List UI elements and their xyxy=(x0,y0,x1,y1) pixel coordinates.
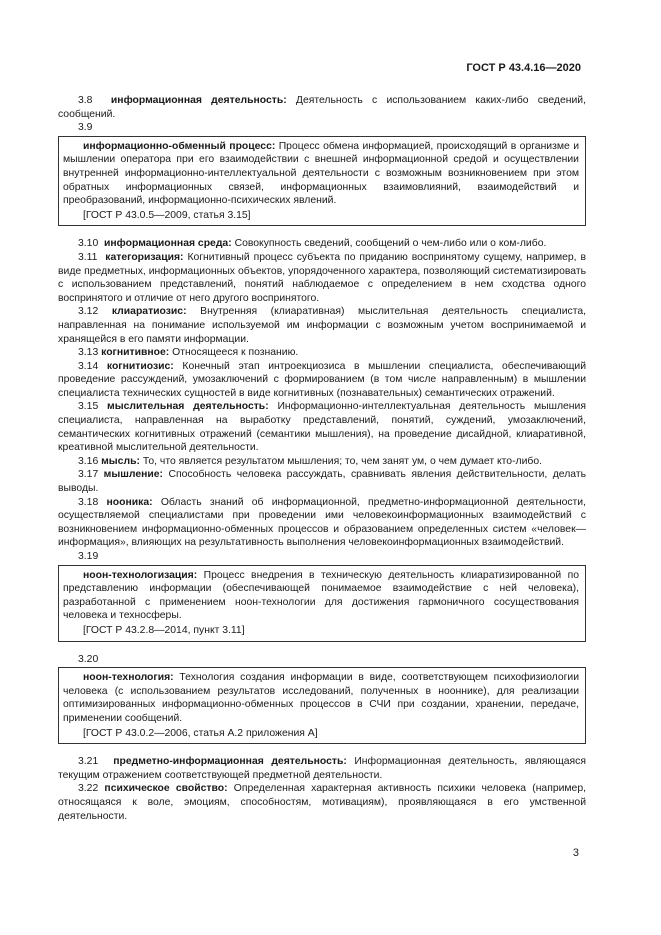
entry-definition: Внутренняя (клиаративная) мыслительная деятельность специалиста, направленная на понимание используемой им информации с возможным учетом воспринимаемой и хранящейся в его памяти информации. xyxy=(58,306,587,345)
entry-3-20 xyxy=(63,671,579,725)
entry-3-8 xyxy=(58,94,586,121)
entry-number: 3.15 xyxy=(78,401,99,413)
entry-3-20-box xyxy=(58,667,586,744)
entry-term: ноон-технология: xyxy=(83,672,174,684)
entry-term: информационная деятельность: xyxy=(110,95,287,106)
entry-definition: Область знаний об информационной, предметно-информационной деятельности, осуществляемой специалистами при проведении ими человекоинформационных взаимодействий с возникновением информационно-обменных процессов и образованием определенных систем «человек—информация», влияющих на результативность выполнения человекоинформационных взаимодействий. xyxy=(58,496,586,549)
entry-term: когнитивное: xyxy=(101,347,170,359)
entry-3-11 xyxy=(58,251,586,305)
entry-term: когнитиозис: xyxy=(106,360,174,372)
entry-term: психическое свойство: xyxy=(104,783,228,795)
entry-3-19-number: 3.19 xyxy=(78,551,99,562)
entry-3-19-reference: [ГОСТ Р 43.2.8—2014, пункт 3.11] xyxy=(83,624,245,636)
entry-term: мышление: xyxy=(103,469,164,481)
entry-term: категоризация: xyxy=(105,251,184,263)
entry-definition: Информационная деятельность, являющаяся текущим отражением соответствующей предметной деятельности. xyxy=(58,756,586,781)
entry-definition: Технология создания информации в виде, соответствующем психофизиологии человека (с использованием результатов исследований, полученных в нооннике), для реализации оптимизированных информационно-обменных процессов в СЧИ при создании, хранении, передаче, применении сообщений. xyxy=(63,672,579,724)
entry-number: 3.14 xyxy=(78,360,99,372)
entry-number: 3.17 xyxy=(78,469,99,481)
entry-term: ноон-технологизация: xyxy=(83,569,198,581)
entry-definition: Способность человека рассуждать, сравнивать явления действительности, делать выводы. xyxy=(58,469,586,495)
entry-3-20-reference: [ГОСТ Р 43.0.2—2006, статья А.2 приложения А] xyxy=(83,727,318,739)
entry-3-13 xyxy=(58,346,586,360)
entry-3-9 xyxy=(63,140,579,208)
entry-definition: Процесс обмена информацией, происходящий в организме и мышлении оператора при его взаимодействии с внешней информационной средой и осуществлении внутренней информационно-интеллектуальной деятельности с возможным возникновением при этом обратных информационных связей, информационных взаимовлияний, взаимодействий и преобразований, информационно-психических явлений. xyxy=(63,140,579,207)
page-number: 3 xyxy=(572,847,579,859)
entry-definition: Когнитивный процесс субъекта по приданию воспринятому сущему, например, в виде предметных, информационных объектов, упорядоченного характера, позволяющий систематизировать с использованием представлений, понятий наблюдаемое с определением в нем сходства одного воспринятого и отличие от него другого воспринятого. xyxy=(58,251,586,304)
entry-term: информационная среда: xyxy=(104,238,232,250)
entry-3-19-box xyxy=(58,565,586,642)
entry-term: нооника: xyxy=(106,496,153,508)
entry-number: 3.10 xyxy=(78,238,99,250)
entry-definition: Конечный этап интроекциозиса в мышлении специалиста, обеспечивающий проведение рассуждений, умозаключений с формированием (в том числе направленным) в мышлении специалиста технических сущностей в виде когнитивных (познавательных) семантических отражений. xyxy=(58,360,587,399)
entry-3-16 xyxy=(58,455,586,469)
entry-3-19 xyxy=(63,569,579,623)
entry-3-9-box xyxy=(58,136,586,227)
entry-number: 3.12 xyxy=(78,306,99,318)
entry-3-9-reference: [ГОСТ Р 43.0.5—2009, статья 3.15] xyxy=(83,209,251,221)
entry-3-12 xyxy=(58,305,586,346)
entry-number: 3.13 xyxy=(78,347,99,359)
entry-3-10 xyxy=(58,237,586,251)
entry-term: информационно-обменный процесс: xyxy=(83,140,276,152)
entry-3-17 xyxy=(58,468,586,495)
entry-number: 3.16 xyxy=(78,455,99,467)
entry-definition: Определенная характерная активность психики человека (например, относящаяся к воле, эмоциям, способностям, мотивациям), проявляющаяся в его умственной деятельности. xyxy=(58,783,587,822)
entry-3-21 xyxy=(58,755,586,782)
entry-definition: То, что является результатом мышления; то, чем занят ум, о чем думает кто-либо. xyxy=(142,455,543,467)
entry-3-18 xyxy=(58,496,586,550)
entry-3-20-number: 3.20 xyxy=(78,653,99,665)
entry-number: 3.18 xyxy=(78,496,99,508)
entry-number: 3.8 xyxy=(78,95,93,106)
entry-number: 3.11 xyxy=(78,251,98,263)
entry-definition: Деятельность с использованием каких-либо сведений, сообщений. xyxy=(58,95,587,120)
entry-number: 3.22 xyxy=(78,783,99,795)
entry-3-15 xyxy=(58,400,586,454)
entry-3-22 xyxy=(58,782,586,823)
entry-term: мыслительная деятельность: xyxy=(107,401,269,413)
entry-definition: Совокупность сведений, сообщений о чем-либо или о ком-либо. xyxy=(234,238,547,250)
entry-definition: Процесс внедрения в техническую деятельность клиаратизированной по представлению информации (обеспечивающей понимаемое взаимодействие с ней человека), разработанной с применением ноон-технологии для достижения гармоничного сосуществования человека и техносферы. xyxy=(63,569,579,622)
entry-3-9-number: 3.9 xyxy=(78,122,93,134)
entry-definition: Относящееся к познанию. xyxy=(172,347,299,359)
entry-term: предметно-информационная деятельность: xyxy=(113,756,347,768)
entry-3-14 xyxy=(58,360,586,401)
entry-definition: Информационно-интеллектуальная деятельность мышления специалиста, направленная на выработку представлений, понятий, суждений, умозаключений, семантических когнитивных отражений (семантики мышления), на проведение дисайдной, клиаративной, креативной мыслительной деятельности. xyxy=(58,401,586,454)
document-body xyxy=(58,94,586,823)
standard-header: ГОСТ Р 43.4.16—2020 xyxy=(466,62,581,74)
entry-number: 3.21 xyxy=(78,756,99,768)
entry-term: мысль: xyxy=(101,455,140,467)
entry-term: клиаратиозис: xyxy=(111,306,187,318)
